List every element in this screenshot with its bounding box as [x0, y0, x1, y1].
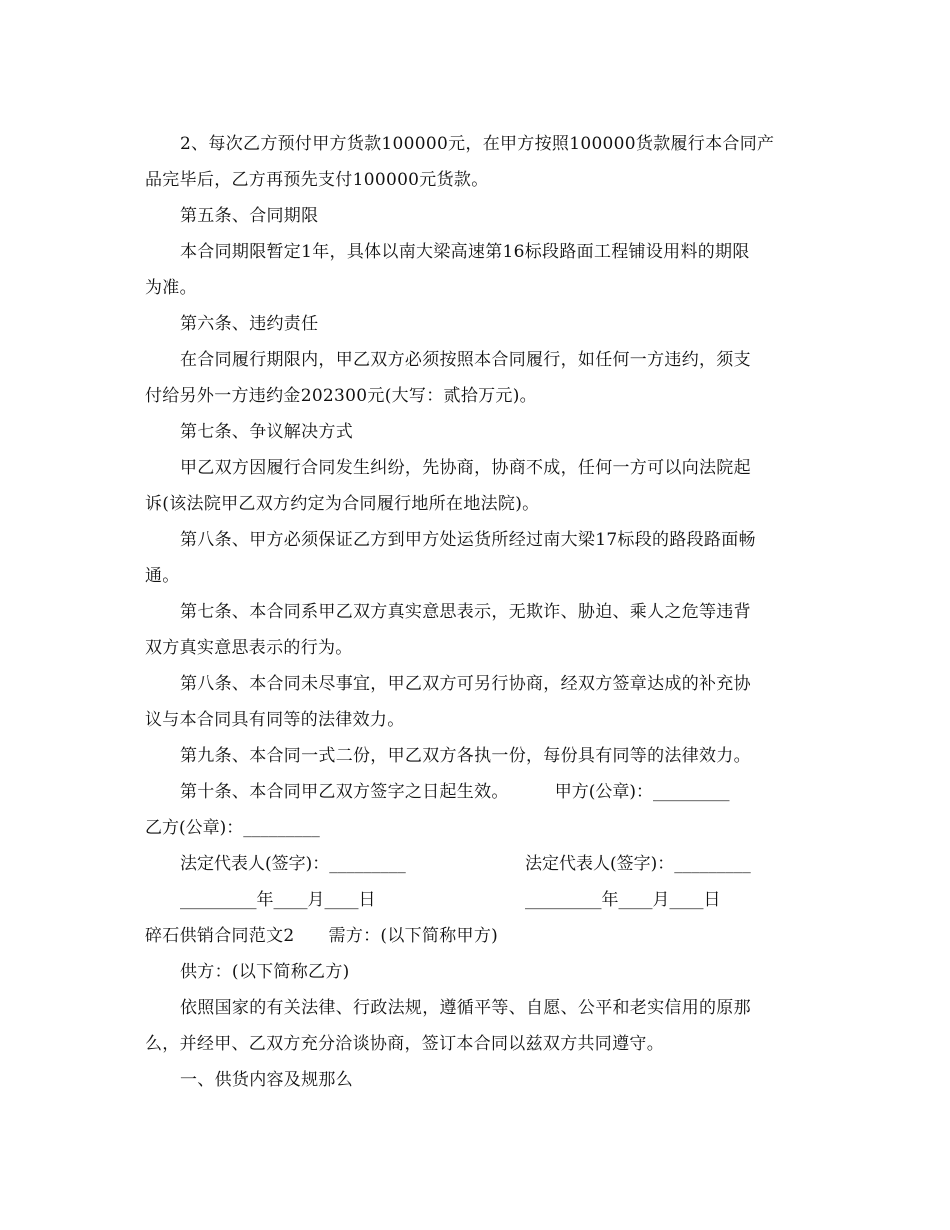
- paragraph-line: 本合同期限暂定1年，具体以南大梁高速第16标段路面工程铺设用料的期限: [180, 242, 750, 262]
- effective-clause: 第十条、本合同甲乙双方签字之日起生效。: [180, 782, 509, 802]
- paragraph-line: 通。: [145, 566, 180, 586]
- section-heading: 第六条、违约责任: [180, 314, 319, 334]
- paragraph-line: 第七条、本合同系甲乙双方真实意思表示，无欺诈、胁迫、乘人之危等违背: [180, 602, 751, 622]
- paragraph-line: 么，并经甲、乙双方充分洽谈协商，签订本合同以兹双方共同遵守。: [145, 1034, 664, 1054]
- paragraph-line: 第八条、甲方必须保证乙方到甲方处运货所经过南大梁17标段的路段路面畅: [180, 530, 756, 550]
- paragraph-line: 议与本合同具有同等的法律效力。: [145, 710, 405, 730]
- section-heading: 第七条、争议解决方式: [180, 422, 353, 442]
- buyer-label: 需方：(以下简称甲方): [328, 926, 499, 946]
- paragraph-line: 诉(该法院甲乙双方约定为合同履行地所在地法院)。: [145, 494, 540, 514]
- party-b-representative-field: 法定代表人(签字)：_________: [525, 854, 751, 874]
- party-a-seal-field: 甲方(公章)：_________: [554, 782, 730, 802]
- paragraph-line: 甲乙双方因履行合同发生纠纷，先协商，协商不成，任何一方可以向法院起: [180, 458, 751, 478]
- paragraph-line: 第九条、本合同一式二份，甲乙双方各执一份，每份具有同等的法律效力。: [180, 746, 751, 766]
- paragraph-line: [145, 925, 498, 947]
- party-b-seal-field: 乙方(公章)：_________: [145, 818, 320, 838]
- section-heading: 一、供货内容及规那么: [180, 1070, 353, 1090]
- paragraph-line: 为准。: [145, 278, 197, 298]
- party-a-representative-field: 法定代表人(签字)：_________: [180, 854, 406, 874]
- paragraph-line: 在合同履行期限内，甲乙双方必须按照本合同履行，如任何一方违约，须支: [180, 350, 751, 370]
- document-title: 碎石供销合同范文2: [145, 926, 295, 946]
- paragraph-line: [180, 781, 729, 803]
- paragraph-line: 依照国家的有关法律、行政法规，遵循平等、自愿、公平和老实信用的原那: [180, 998, 751, 1018]
- party-a-date-field: _________年____月____日: [180, 890, 376, 910]
- paragraph-line: 品完毕后，乙方再预先支付100000元货款。: [145, 170, 489, 190]
- paragraph-line: 第八条、本合同未尽事宜，甲乙双方可另行协商，经双方签章达成的补充协: [180, 674, 751, 694]
- party-b-date-field: _________年____月____日: [525, 890, 721, 910]
- paragraph-line: 2、每次乙方预付甲方货款100000元，在甲方按照100000货款履行本合同产: [180, 134, 775, 154]
- paragraph-line: 双方真实意思表示的行为。: [145, 638, 353, 658]
- supplier-label: 供方：(以下简称乙方): [180, 962, 350, 982]
- paragraph-line: 付给另外一方违约金202300元(大写：贰拾万元)。: [145, 386, 537, 406]
- section-heading: 第五条、合同期限: [180, 206, 319, 226]
